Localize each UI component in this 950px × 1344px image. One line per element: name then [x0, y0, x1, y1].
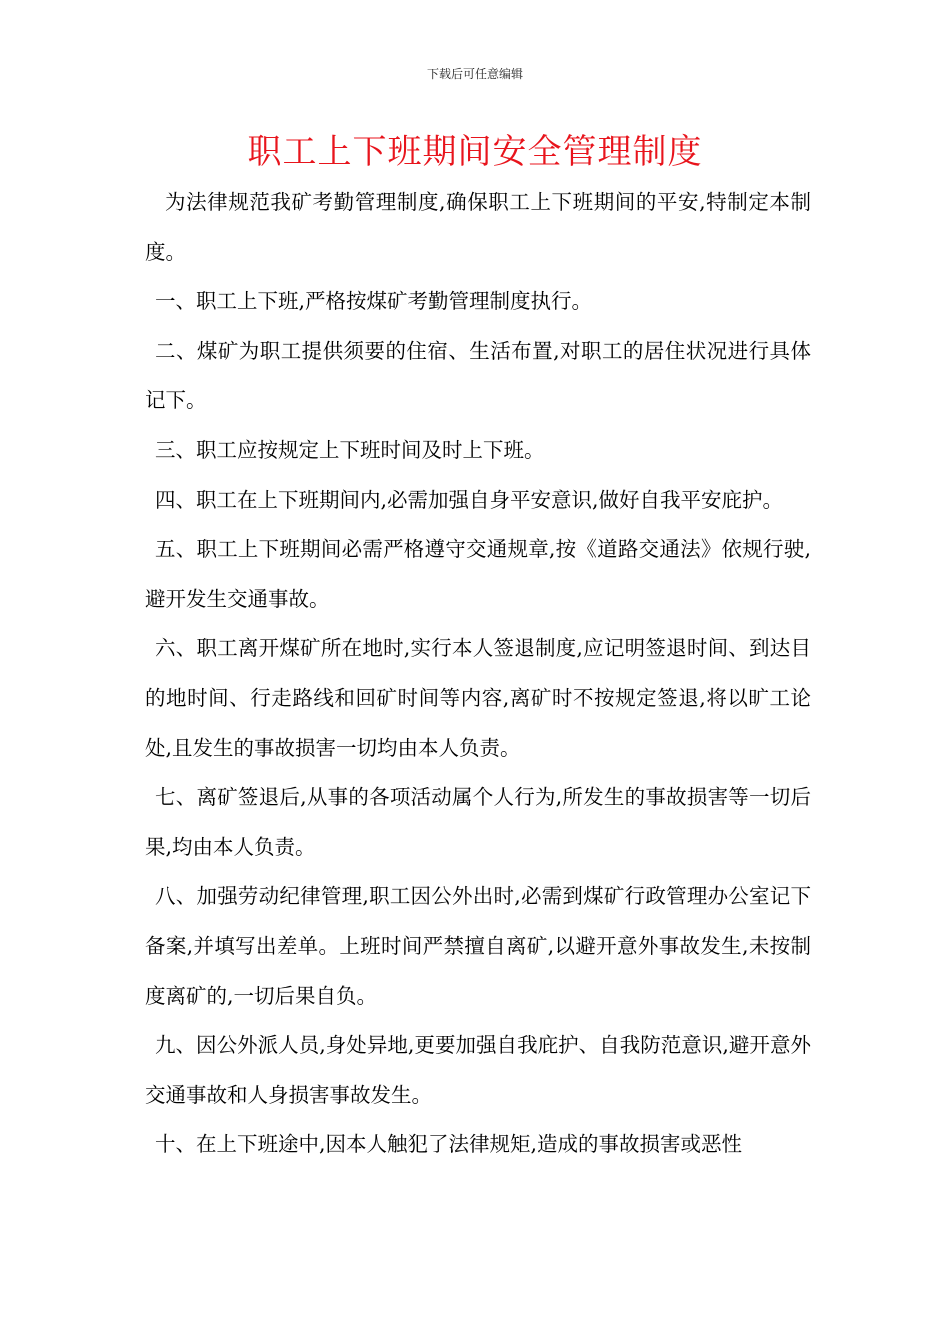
rule-item-8: 八、加强劳动纪律管理,职工因公外出时,必需到煤矿行政管理办公室记下备案,并填写出差单。上班时间严禁擅自离矿,以避开意外事故发生,未按制度离矿的,一切后果自负。 [145, 884, 811, 1008]
rule-item-1: 一、职工上下班,严格按煤矿考勤管理制度执行。 [155, 289, 593, 314]
rule-item-6: 六、职工离开煤矿所在地时,实行本人签退制度,应记明签退时间、到达目的地时间、行走路线和回矿时间等内容,离矿时不按规定签退,将以旷工论处,且发生的事故损害一切均由本人负责。 [145, 636, 811, 760]
rule-item-7: 七、离矿签退后,从事的各项活动属个人行为,所发生的事故损害等一切后果,均由本人负责。 [145, 785, 811, 859]
rule-item-2: 二、煤矿为职工提供须要的住宿、生活布置,对职工的居住状况进行具体记下。 [145, 338, 811, 413]
document-body [145, 178, 811, 1170]
rule-item-3: 三、职工应按规定上下班时间及时上下班。 [155, 437, 545, 462]
document-title: 职工上下班期间安全管理制度 [247, 132, 703, 172]
intro-paragraph: 为法律规范我矿考勤管理制度,确保职工上下班期间的平安,特制定本制度。 [145, 190, 811, 264]
rule-item-9: 九、因公外派人员,身处异地,更要加强自我庇护、自我防范意识,避开意外交通事故和人身损害事故发生。 [145, 1033, 811, 1107]
rule-item-10: 十、在上下班途中,因本人触犯了法律规矩,造成的事故损害或恶性 [155, 1132, 743, 1157]
rule-item-4: 四、职工在上下班期间内,必需加强自身平安意识,做好自我平安庇护。 [155, 487, 784, 512]
header-note: 下载后可任意编辑 [426, 67, 523, 81]
rule-item-5: 五、职工上下班期间必需严格遵守交通规章,按《道路交通法》依规行驶,避开发生交通事故。 [145, 537, 811, 611]
